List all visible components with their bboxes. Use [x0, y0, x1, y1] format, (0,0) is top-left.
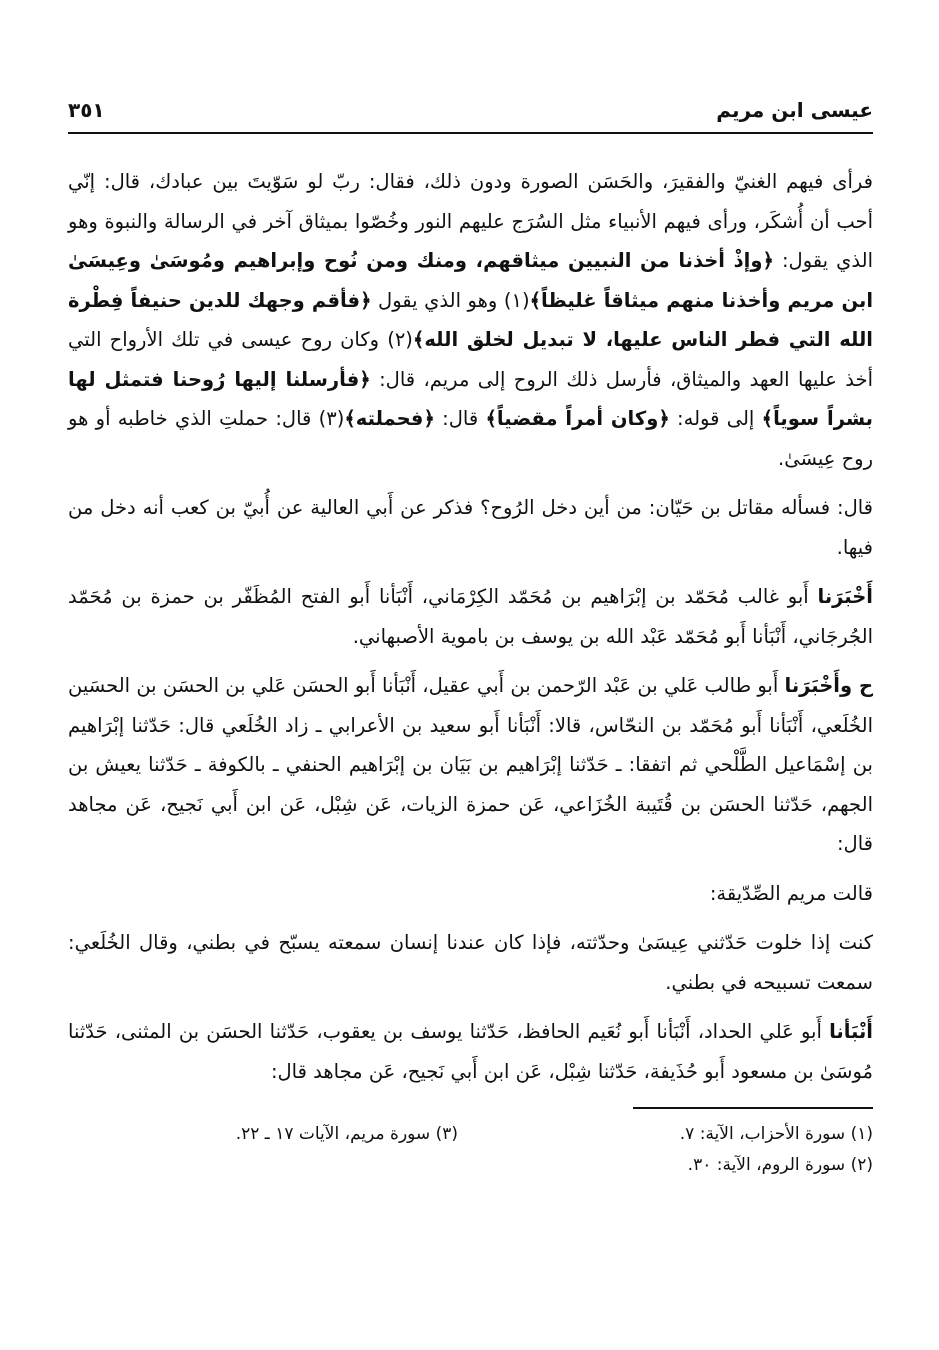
- running-title: عيسى ابن مريم: [716, 98, 873, 122]
- text-segment: أَبو غالب مُحَمّد بن إبْرَاهيم بن مُحَمّد الكِرْمَاني، أَنْبَأنا أَبو الفتح المُظَفّر بن حمزة بن مُحَمّد الجُرجَاني، أَنْبَأنا أَبو مُحَمّد عَبْد الله بن يوسف بن باموية الأصبهاني.: [68, 585, 873, 648]
- text-segment: فرأى فيهم الغنيّ والفقيرَ، والحَسَن الصورة ودون ذلك، فقال: ربّ لو سَوّيتَ بين عبادك، قال: إنّي أحب أن أُشكَر، ورأى فيهم الأنبياء مثل السُرَج عليهم النور وخُصّوا بميثاق آخر في الرسالة والنبوة وهو الذي يقول:: [68, 170, 874, 272]
- paragraph: [68, 577, 873, 656]
- text-segment: قال:: [434, 407, 486, 430]
- footnote-separator: [633, 1107, 873, 1109]
- paragraph: [68, 923, 873, 1002]
- text-segment: إلى قوله:: [669, 407, 762, 430]
- paragraph: [68, 162, 873, 478]
- footnote: (٣) سورة مريم، الآيات ١٧ ـ ٢٢.: [235, 1124, 458, 1144]
- footnote: (١) سورة الأحزاب، الآية: ٧.: [679, 1124, 873, 1144]
- paragraph: [68, 488, 873, 567]
- text-segment: كنت إذا خلوت حَدّثني عِيسَىٰ وحدّثته، فإذا كان عندنا إنسان سمعته يسبّح في بطني، وقال الخُلَعي: سمعت تسبيحه في بطني.: [68, 931, 873, 994]
- paragraph: [68, 666, 873, 864]
- text-segment: (٢) وكان روح عيسى في تلك الأرواح التي أخذ عليها العهد والميثاق، فأرسل ذلك الروح إلى مريم، قال:: [68, 328, 873, 391]
- text-segment: (١) وهو الذي يقول: [371, 288, 530, 312]
- paragraph: [68, 874, 873, 914]
- bold-text-segment: ﴿وكان أمراً مقضياً﴾: [485, 407, 670, 430]
- footnotes-column-right: [483, 1119, 873, 1181]
- text-segment: أَبو عَلي الحداد، أَنْبَأنا أَبو نُعَيم الحافظ، حَدّثنا يوسف بن يعقوب، حَدّثنا الحسَن بن المثنى، حَدّثنا مُوسَىٰ بن مسعود أَبو حُذَيفة، حَدّثنا شِبْل، عَن ابن أَبي نَجيح، عَن مجاهد قال:: [68, 1020, 873, 1083]
- text-segment: قال: فسأله مقاتل بن حَيّان: من أين دخل الرُوح؟ فذكر عن أَبي العالية عن أُبيّ بن كعب أنه دخل من فيها.: [68, 496, 873, 559]
- bold-text-segment: أَخْبَرَنا: [817, 585, 873, 608]
- text-segment: أَبو طالب عَلي بن عَبْد الرّحمن بن أَبي عقيل، أَنْبَأنا أَبو الحسَن عَلي بن الحسَن بن الحسَين الخُلَعي، أَنْبَأنا أَبو مُحَمّد بن النحّاس، قالا: أَنْبَأنا أَبو سعيد بن الأعرابي ـ زاد الخُلَعي قال: حَدّثنا إبْرَاهيم بن إسْمَاعيل الطَّلْحي ثم اتفقا: ـ حَدّثنا إبْرَاهيم بن بَيَان بن إبْرَاهيم الحنفي ـ بالكوفة ـ حَدّثنا يعيش بن الجهم، حَدّثنا الحسَن بن قُتَيبة الخُزَاعي، عَن حمزة الزيات، عَن شِبْل، عَن ابن أَبي نَجيح، عَن مجاهد قال:: [68, 674, 873, 855]
- page-header: [68, 92, 873, 134]
- footnotes: [68, 1119, 873, 1181]
- paragraph: [68, 1012, 873, 1091]
- bold-text-segment: أَنْبَأنا: [829, 1020, 873, 1043]
- page-body: [68, 162, 873, 1091]
- text-segment: (٣) قال: حملتِ الذي خاطبه أو هو روح عِيسَىٰ.: [68, 407, 873, 470]
- page-number: ٣٥١: [68, 98, 105, 122]
- bold-text-segment: ﴿فحملته﴾: [344, 407, 435, 430]
- document-page: [68, 92, 873, 1292]
- bold-text-segment: ﴿فأرسلنا إليها رُوحنا فتمثل لها بشراً سوياً﴾: [68, 367, 873, 430]
- footnote: (٢) سورة الروم، الآية: ٣٠.: [687, 1155, 873, 1175]
- footnotes-column-left: [68, 1119, 458, 1181]
- bold-text-segment: ﴿فأقم وجهك للدين حنيفاً فِطْرة الله التي فطر الناس عليها، لا تبديل لخلق الله﴾: [68, 288, 873, 351]
- bold-text-segment: ح وأَخْبَرَنا: [784, 674, 874, 697]
- text-segment: قالت مريم الصِّدّيقة:: [709, 881, 873, 905]
- bold-text-segment: ﴿وإذْ أخذنا من النبيين ميثاقهم، ومنك ومن نُوح وإبراهيم ومُوسَىٰ وعِيسَىٰ ابن مريم وأخذنا منهم ميثاقاً غليظاً﴾: [68, 249, 874, 312]
